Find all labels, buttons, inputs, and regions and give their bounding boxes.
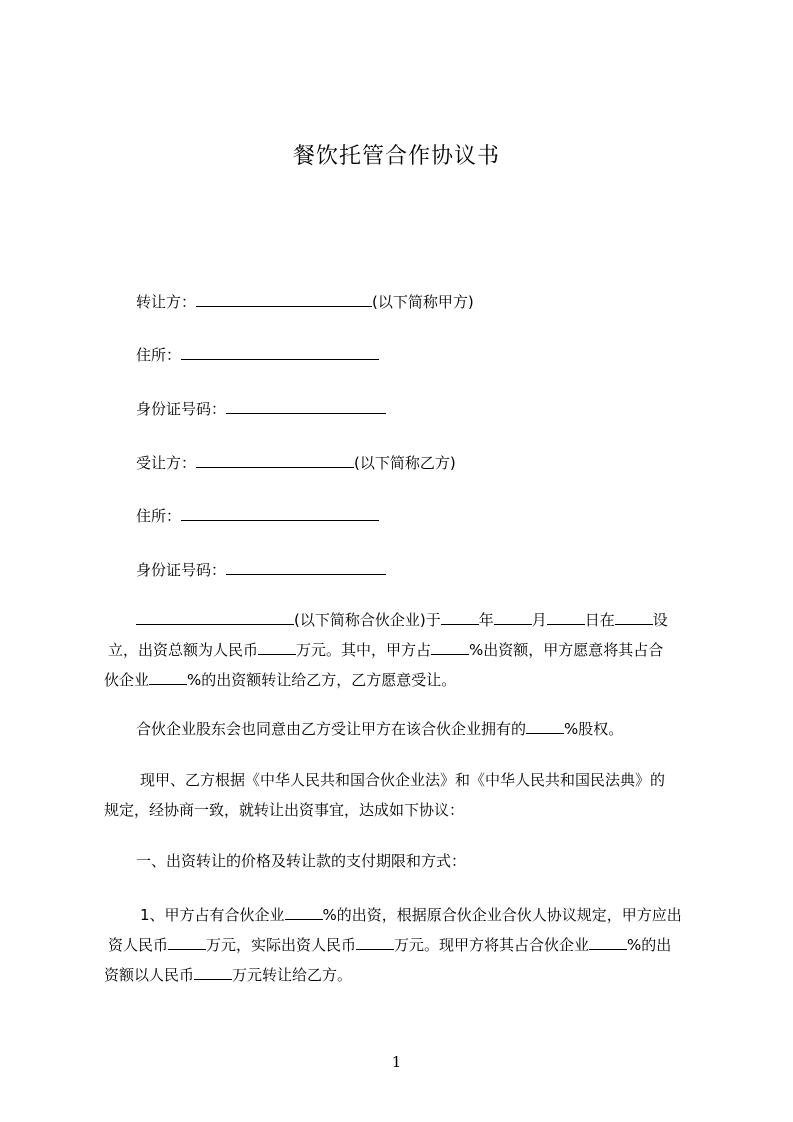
partnership-line-2 <box>104 635 704 665</box>
month-label: 月 <box>531 611 547 629</box>
clause-1-line-2 <box>104 930 704 960</box>
clause-1-paragraph <box>104 900 704 990</box>
place-blank <box>615 607 653 625</box>
clause-1-text-b: %的出资，根据原合伙企业合伙人协议规定，甲方应出 <box>322 906 682 924</box>
id-number-blank-1 <box>226 396 386 414</box>
section-1-heading <box>104 846 704 876</box>
party-a-share-text: 万元。其中，甲方占 <box>296 641 432 659</box>
id-number-field-1 <box>136 396 386 421</box>
clause-1-text-f: %的出 <box>627 936 672 954</box>
equity-share-blank <box>526 716 564 734</box>
capital-text: 立，出资总额为人民币 <box>108 641 259 659</box>
clause-1-line-3 <box>104 960 704 990</box>
transferee-blank <box>196 450 354 468</box>
address-blank-1 <box>181 342 379 360</box>
id-number-label-2: 身份证号码： <box>136 561 227 579</box>
clause-1-text-d: 万元，实际出资人民币 <box>206 936 357 954</box>
section-1-heading-text: 一、出资转让的价格及转让款的支付期限和方式： <box>136 852 467 870</box>
equity-suffix-text: %股权。 <box>564 720 624 738</box>
clause-1-text-a: 1、甲方占有合伙企业 <box>140 906 285 924</box>
transfer-share-blank <box>149 667 187 685</box>
actual-capital-blank <box>356 932 394 950</box>
clause-1-text-g: 资额以人民币 <box>104 966 195 984</box>
day-label: 日在 <box>584 611 615 629</box>
month-blank <box>494 607 532 625</box>
transfer-percent-blank <box>589 932 627 950</box>
enterprise-text: 伙企业 <box>104 671 150 689</box>
document-title: 餐饮托管合作协议书 <box>292 144 500 169</box>
clause-1-share-blank <box>285 902 323 920</box>
clause-1-text-e: 万元。现甲方将其占合伙企业 <box>394 936 590 954</box>
partnership-name-blank <box>136 607 294 625</box>
partnership-line-3 <box>104 665 704 695</box>
transferee-field <box>136 450 456 475</box>
address-label-2: 住所： <box>136 507 182 525</box>
address-blank-2 <box>181 503 379 521</box>
partnership-text-5: 设 <box>652 611 668 629</box>
party-a-share-blank <box>431 637 469 655</box>
shareholder-consent-paragraph <box>104 714 704 744</box>
transferor-blank <box>196 289 372 307</box>
transferee-label: 受让方： <box>136 454 197 472</box>
transferor-suffix: (以下简称甲方) <box>372 293 474 311</box>
address-field-2 <box>136 503 379 528</box>
id-number-label-1: 身份证号码： <box>136 400 227 418</box>
transferor-label: 转让方： <box>136 293 197 311</box>
page-number: 1 <box>391 1053 402 1071</box>
day-blank <box>547 607 585 625</box>
partnership-line-1 <box>104 605 704 635</box>
shareholder-consent-text: 合伙企业股东会也同意由乙方受让甲方在该合伙企业拥有的 <box>136 720 527 738</box>
shareholder-consent-line <box>104 714 704 744</box>
transferee-suffix: (以下简称乙方) <box>354 454 456 472</box>
year-label: 年 <box>478 611 494 629</box>
capital-blank <box>258 637 296 655</box>
partnership-text-1: (以下简称合伙企业)于 <box>294 611 441 629</box>
address-field-1 <box>136 342 379 367</box>
legal-basis-line-1: 现甲、乙方根据《中华人民共和国合伙企业法》和《中华人民共和国民法典》的 <box>140 771 666 789</box>
legal-basis-paragraph <box>104 765 704 825</box>
subscribed-capital-blank <box>168 932 206 950</box>
clause-1-text-c: 资人民币 <box>108 936 169 954</box>
transfer-price-blank <box>194 962 232 980</box>
id-number-field-2 <box>136 557 386 582</box>
transferor-field <box>136 289 474 314</box>
legal-basis-line-2: 规定，经协商一致，就转让出资事宜，达成如下协议： <box>104 801 465 819</box>
clause-1-text-h: 万元转让给乙方。 <box>232 966 353 984</box>
partnership-paragraph <box>104 605 704 695</box>
clause-1-line-1 <box>104 900 704 930</box>
party-a-willing-text: %出资额，甲方愿意将其占合 <box>469 641 664 659</box>
address-label-1: 住所： <box>136 346 182 364</box>
transfer-agree-text: %的出资额转让给乙方，乙方愿意受让。 <box>187 671 457 689</box>
id-number-blank-2 <box>226 557 386 575</box>
year-blank <box>441 607 479 625</box>
